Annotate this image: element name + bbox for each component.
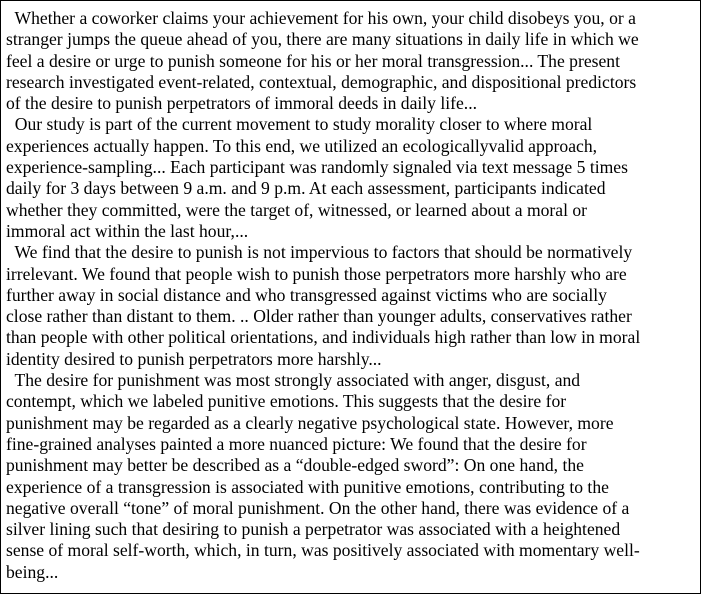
text-line: of the desire to punish perpetrators of immoral deeds in daily life... [6,93,477,114]
text-line: further away in social distance and who transgressed against victims who are socially [6,284,607,305]
text-line: punishment may be regarded as a clearly negative psychological state. However, more [6,412,614,433]
text-line: identity desired to punish perpetrators more harshly... [6,348,382,369]
text-line: punishment may better be described as a “double-edged sword”: On one hand, the [6,455,584,476]
text-line: Whether a coworker claims your achievement for his own, your child disobeys you, or a [6,8,636,28]
text-line: silver lining such that desiring to punish a perpetrator was associated with a heightened [6,519,621,540]
text-line: whether they committed, were the target of, witnessed, or learned about a moral or [6,199,588,220]
text-line: negative overall “tone” of moral punishment. On the other hand, there was evidence of a [6,497,630,518]
text-line: immoral act within the last hour,... [6,220,249,241]
text-line: stranger jumps the queue ahead of you, there are many situations in daily life in which we [6,29,639,50]
text-line: being... [6,561,59,582]
text-line: fine-grained analyses painted a more nuanced picture: We found that the desire for [6,433,587,454]
text-line: sense of moral self-worth, which, in turn, was positively associated with momentary well- [6,540,640,561]
text-line: than people with other political orientations, and individuals high rather than low in moral [6,327,641,348]
text-line: We find that the desire to punish is not impervious to factors that should be normatively [6,242,633,263]
text-line: close rather than distant to them. .. Older rather than younger adults, conservatives rather [6,306,632,327]
text-line: experience of a transgression is associated with punitive emotions, contributing to the [6,476,609,497]
text-line: research investigated event-related, contextual, demographic, and dispositional predictors [6,71,637,92]
text-line: contempt, which we labeled punitive emotions. This suggests that the desire for [6,391,567,412]
text-line: experience-sampling... Each participant was randomly signaled via text message 5 times [6,157,628,178]
text-line: Our study is part of the current movement to study morality closer to where moral [6,114,593,135]
body-text [6,8,696,583]
text-line: experiences actually happen. To this end, we utilized an ecologicallyvalid approach, [6,135,598,156]
text-line: feel a desire or urge to punish someone for his or her moral transgression... The present [6,50,620,71]
text-line: irrelevant. We found that people wish to punish those perpetrators more harshly who are [6,263,627,284]
text-line: The desire for punishment was most strongly associated with anger, disgust, and [6,370,581,391]
text-line: daily for 3 days between 9 a.m. and 9 p.m. At each assessment, participants indicated [6,178,606,199]
